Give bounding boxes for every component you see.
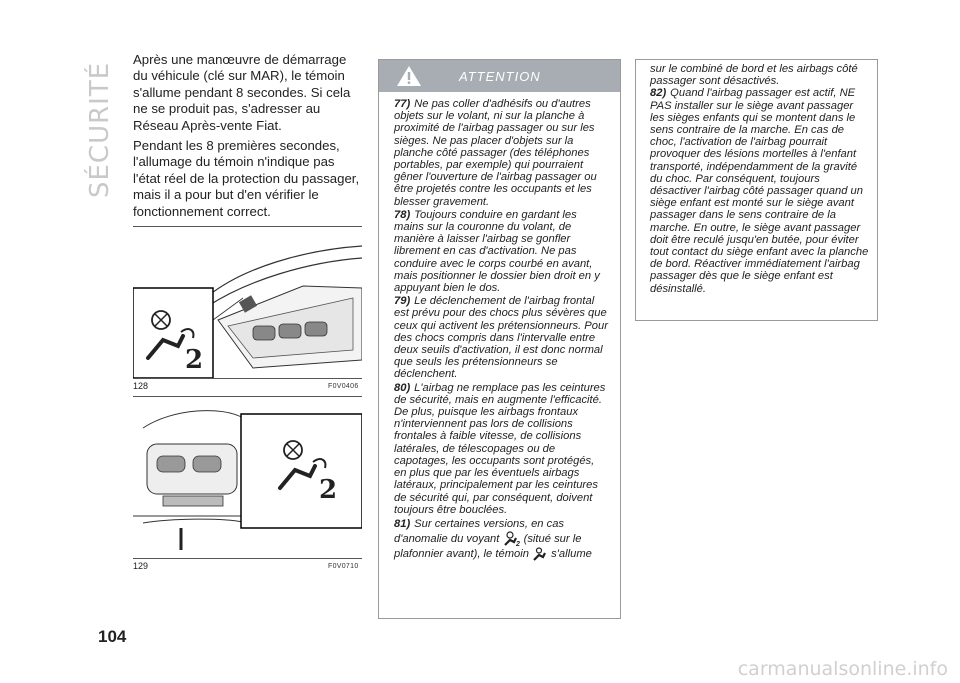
rearview-mirror-illustration bbox=[133, 398, 362, 558]
figure-128-number: 128 bbox=[133, 381, 149, 391]
svg-text:2: 2 bbox=[185, 345, 204, 375]
figure-bottom-rule bbox=[133, 378, 362, 379]
item-text: Ne pas coller d'adhésifs ou d'autres objets sur le volant, ni sur la planche à proximité de l'airbag passager ou sur les sièges. Ne pas placer d'objets sur la planche côté passager (des téléphones portables, par exemple) qui pourraient gêner l'ouverture de l'airbag passager ou être projetés contre les occupants et les blesser gravement. bbox=[394, 98, 597, 208]
figure-top-rule bbox=[133, 396, 362, 397]
warning-item-81 bbox=[394, 517, 608, 561]
airbag-warning-icon bbox=[503, 531, 521, 547]
item-number: 82) bbox=[650, 87, 667, 100]
item-number: 79) bbox=[394, 295, 411, 308]
item-text: L'airbag ne remplace pas les ceintures de sécurité, mais en augmente l'efficacité. De plus, puisque les airbags frontaux n'interviennent pas lors de collisions frontales à faible vitesse, de collisions latérales, de télescopages ou de capotages, les occupants sont protégés, en plus que par les éventuels airbags latéraux, principalement par les ceintures de sécurité qui, par conséquent, doivent toujours être bouclées. bbox=[394, 381, 606, 516]
warning-continuation-box bbox=[635, 59, 878, 321]
footer-watermark: carmanualsonline.info bbox=[737, 658, 948, 680]
paragraph-2: Pendant les 8 premières secondes, l'allumage du témoin n'indique pas l'état réel de la protection du passager, mais il a pour but d'en vérifier le fonctionnement correct. bbox=[133, 138, 360, 219]
figure-129-code: F0V0710 bbox=[328, 563, 359, 570]
figure-129-number: 129 bbox=[133, 561, 149, 571]
warning-item-78 bbox=[394, 209, 608, 294]
item-text: s'allume bbox=[551, 547, 592, 560]
svg-text:2: 2 bbox=[319, 475, 338, 505]
figure-129 bbox=[133, 398, 362, 558]
overhead-console-illustration bbox=[133, 228, 362, 378]
warning-item-77 bbox=[394, 98, 608, 208]
item-text: Le déclenchement de l'airbag frontal est prévu pour des chocs plus sévères que ceux qui activent les prétensionneurs. Pour des chocs compris dans l'intervalle entre deux seuils d'activation, il est donc normal que seuls les prétensionneurs se déclenchent. bbox=[394, 295, 608, 381]
paragraph-1: Après une manœuvre de démarrage du véhicule (clé sur MAR), le témoin s'allume pendant 8 secondes. Si cela ne se produit pas, s'adresser au Réseau Après-vente Fiat. bbox=[133, 52, 351, 133]
page-number: 104 bbox=[98, 627, 127, 646]
airbag-icon bbox=[532, 547, 548, 561]
continuation-lead: sur le combiné de bord et les airbags côté passager sont désactivés. bbox=[650, 63, 858, 88]
item-number: 81) bbox=[394, 517, 411, 530]
warning-header bbox=[379, 60, 620, 92]
section-title-text: SÉCURITÉ bbox=[85, 61, 115, 198]
figure-bottom-rule bbox=[133, 558, 362, 559]
warning-title: ATTENTION bbox=[459, 69, 541, 84]
warning-item-79 bbox=[394, 295, 608, 380]
item-number: 77) bbox=[394, 98, 411, 110]
left-column-text bbox=[133, 52, 363, 224]
item-text: (situé sur le plafonnier avant), le témoin bbox=[394, 532, 582, 560]
warning-box bbox=[378, 59, 621, 619]
item-number: 78) bbox=[394, 208, 411, 221]
figure-top-rule bbox=[133, 226, 362, 227]
svg-text:2: 2 bbox=[515, 540, 520, 547]
warning-item-80 bbox=[394, 382, 608, 516]
warning-triangle-icon bbox=[396, 64, 422, 88]
item-number: 80) bbox=[394, 381, 411, 394]
figure-128-code: F0V0406 bbox=[328, 383, 359, 390]
figure-128 bbox=[133, 228, 362, 378]
section-title bbox=[76, 60, 116, 200]
item-text: Sur certaines versions, en cas d'anomalie du voyant bbox=[394, 517, 565, 545]
warning-body bbox=[379, 92, 620, 561]
item-text: Toujours conduire en gardant les mains sur la couronne du volant, de manière à laisser l'airbag se gonfler librement en cas d'activation. Ne pas conduire avec le corps courbé en avant, mais positionner le dossier bien droit en y appuyant bien le dos. bbox=[394, 208, 600, 295]
item-text: Quand l'airbag passager est actif, NE PAS installer sur le siège avant passager les sièges enfants qui se montent dans le sens contraire de la marche. En cas de choc, l'activation de l'airbag pourrait provoquer des lésions mortelles à l'enfant transporté, indépendamment de la gravité du choc. Par conséquent, toujours désactiver l'airbag côté passager quand un siège enfant est monté sur le siège avant passager dans le sens contraire de la marche. En outre, le siège avant passager doit être reculé jusqu'en butée, pour éviter tout contact du siège enfant avec la planche de bord. Réactiver immédiatement l'airbag passager dès que le siège enfant est désinstallé. bbox=[650, 87, 869, 295]
warning-item-82 bbox=[650, 87, 869, 294]
